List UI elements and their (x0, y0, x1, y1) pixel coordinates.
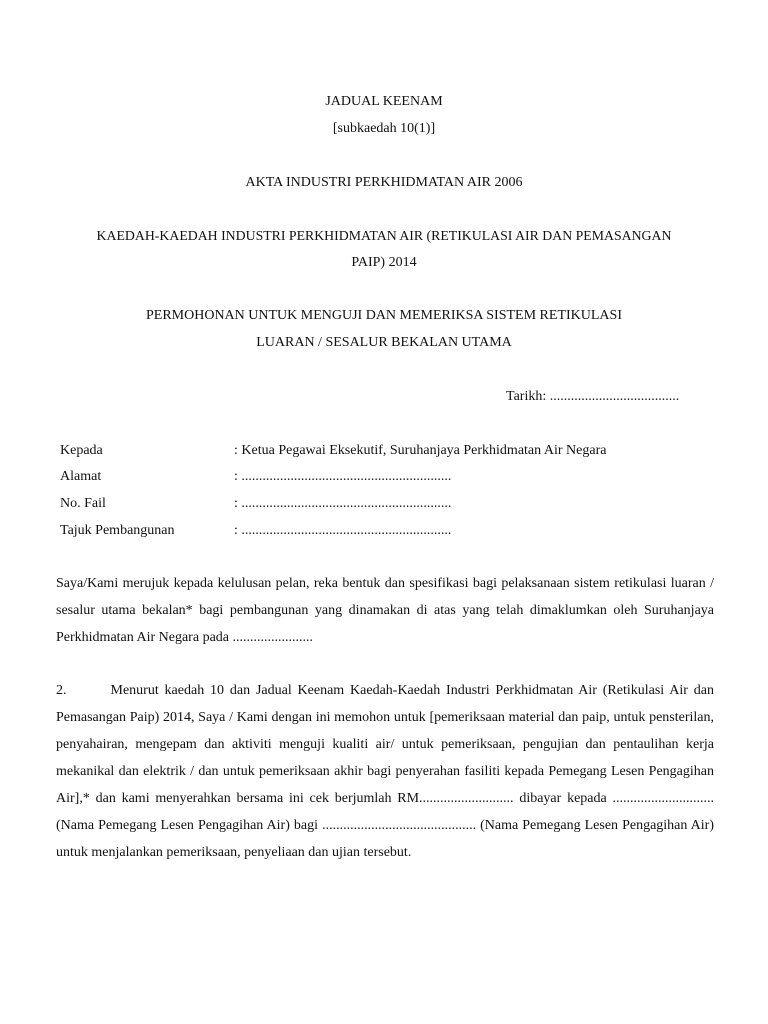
paragraph-2-number: 2. (56, 683, 67, 698)
date-value: ..................................... (549, 389, 680, 404)
rules-title-line-2: PAIP) 2014 (351, 255, 417, 270)
field-label-kepada: Kepada (60, 443, 103, 458)
field-value-kepada: : Ketua Pegawai Eksekutif, Suruhanjaya Perkhidmatan Air Negara (234, 443, 607, 458)
form-title-line-1: PERMOHONAN UNTUK MENGUJI DAN MEMERIKSA SISTEM RETIKULASI (145, 308, 622, 323)
date-line (506, 388, 679, 406)
field-label-tajuk-pembangunan: Tajuk Pembangunan (60, 523, 175, 538)
rules-title-line-1: KAEDAH-KAEDAH INDUSTRI PERKHIDMATAN AIR (RETIKULASI AIR DAN PEMASANGAN (96, 228, 672, 243)
paragraph-2 (56, 677, 714, 866)
date-label: Tarikh: (506, 389, 547, 404)
schedule-title: JADUAL KEENAM (325, 94, 443, 109)
form-title-line-2: LUARAN / SESALUR BEKALAN UTAMA (256, 335, 512, 350)
field-label-alamat: Alamat (60, 469, 102, 484)
paragraph-2-text: Menurut kaedah 10 dan Jadual Keenam Kaedah-Kaedah Industri Perkhidmatan Air (Retikulasi Air dan Pemasangan Paip) 2014, Saya / Kami dengan ini memohon untuk [pemeriksaan material dan paip, untuk pensterilan, penyahairan, mengepam dan aktiviti menguji kualiti air/ untuk pemeriksaan, pengujian dan pentaulihan kerja mekanikal dan elektrik / dan untuk pemeriksaan akhir bagi penyerahan fasiliti kepada Pemegang Lesen Pengagihan Air],* dan kami menyerahkan bersama ini cek berjumlah RM........................... dibayar kepada ............................. (Nama Pemegang Lesen Pengagihan Air) bagi ............................................ (Nama Pemegang Lesen Pengagihan Air) untuk menjalankan pemeriksaan, penyeliaan dan ujian tersebut. (56, 683, 714, 860)
field-label-no-fail: No. Fail (60, 496, 106, 511)
field-value-alamat: : ............................................................ (234, 469, 452, 484)
field-value-no-fail: : ............................................................ (234, 496, 452, 511)
field-value-tajuk-pembangunan: : ............................................................ (234, 523, 452, 538)
paragraph-1: Saya/Kami merujuk kepada kelulusan pelan, reka bentuk dan spesifikasi bagi pelaksanaan sistem retikulasi luaran / sesalur utama bekalan* bagi pembangunan yang dinamakan di atas yang telah dimaklumkan oleh Suruhanjaya Perkhidmatan Air Negara pada ....................... (56, 576, 714, 645)
subrule-reference: [subkaedah 10(1)] (332, 121, 436, 136)
act-title: AKTA INDUSTRI PERKHIDMATAN AIR 2006 (245, 175, 523, 190)
